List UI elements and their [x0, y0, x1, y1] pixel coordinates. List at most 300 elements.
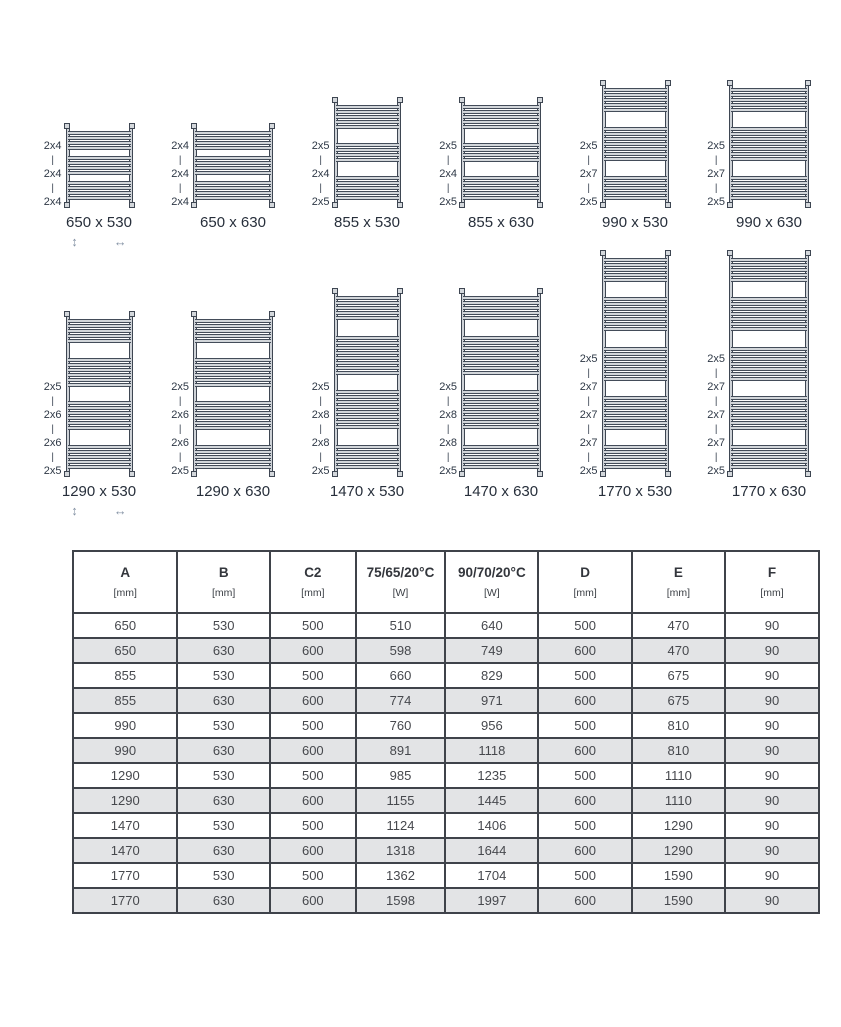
rung-bar [604, 372, 667, 376]
rung-groups [195, 131, 271, 200]
rung-bar [68, 319, 131, 323]
rung-bar [336, 191, 399, 195]
radiator-diagram-1770x530 [602, 251, 669, 476]
pipe-cap [459, 202, 465, 208]
pipe-cap [397, 97, 403, 103]
table-cell: 600 [270, 838, 356, 863]
table-cell: 1362 [356, 863, 446, 888]
towel-gap [604, 430, 667, 445]
group-separator: | [587, 396, 590, 407]
rung-bar [336, 105, 399, 109]
rung-bar [336, 181, 399, 185]
group-separator: | [319, 396, 322, 407]
size-label: 990 x 630 [736, 214, 802, 231]
rung-bar [463, 346, 539, 350]
rung-bar [604, 142, 667, 146]
group-labels [580, 352, 598, 479]
column-unit: [mm] [573, 587, 597, 599]
group-labels [707, 139, 725, 210]
group-separator: | [319, 155, 322, 166]
column-header-B [177, 551, 270, 613]
table-cell: 1118 [445, 738, 538, 763]
rung-bar [68, 166, 131, 170]
rung-group [336, 445, 399, 469]
rung-group [336, 105, 399, 129]
group-labels [580, 139, 598, 210]
rung-bar [463, 110, 539, 114]
table-row [73, 763, 819, 788]
towel-gap [336, 429, 399, 445]
rung-bar [68, 191, 131, 195]
table-cell: 600 [538, 638, 631, 663]
rung-bar [68, 136, 131, 140]
rung-bar [336, 366, 399, 370]
rung-bar [336, 455, 399, 459]
table-row [73, 788, 819, 813]
rung-bar [463, 105, 539, 109]
table-cell: 1470 [73, 813, 177, 838]
group-label: 2x5 [439, 140, 457, 152]
rung-bar [195, 401, 271, 405]
diagram-cell-1290x630 [166, 312, 300, 520]
group-label: 2x4 [439, 168, 457, 180]
pipe-cap [805, 80, 811, 86]
column-header-E [632, 551, 725, 613]
rung-bar [336, 400, 399, 404]
rung-bar [463, 301, 539, 305]
rung-bar [195, 136, 271, 140]
column-header-D [538, 551, 631, 613]
pipe-cap [805, 471, 811, 477]
rung-bar [336, 186, 399, 190]
rung-bar [604, 367, 667, 371]
table-cell: 749 [445, 638, 538, 663]
rung-group [336, 390, 399, 429]
radiator-diagram-1290x530 [66, 312, 133, 476]
pipe-cap [727, 80, 733, 86]
table-cell: 90 [725, 763, 819, 788]
rung-groups [336, 296, 399, 469]
group-labels [439, 139, 457, 210]
group-label: 2x8 [439, 409, 457, 421]
towel-gap [731, 282, 807, 297]
rung-bar [336, 196, 399, 200]
table-cell: 630 [177, 688, 270, 713]
rung-group [68, 181, 131, 200]
table-cell: 1470 [73, 838, 177, 863]
rung-group [195, 156, 271, 175]
size-label: 1470 x 630 [463, 483, 539, 500]
radiator-wrap [311, 289, 401, 477]
table-cell: 530 [177, 713, 270, 738]
table-cell: 1290 [73, 788, 177, 813]
table-cell: 90 [725, 838, 819, 863]
table-cell: 600 [270, 688, 356, 713]
pipe-cap [600, 202, 606, 208]
rung-group [604, 297, 667, 331]
column-name: 75/65/20°C [366, 565, 435, 580]
rung-bar [731, 396, 807, 400]
rung-bar [68, 131, 131, 135]
rung-bar [195, 363, 271, 367]
table-cell: 640 [445, 613, 538, 638]
rung-group [463, 296, 539, 320]
rung-group [604, 396, 667, 430]
group-separator: | [51, 183, 54, 194]
radiator-wrap [171, 312, 273, 477]
group-label: 2x5 [707, 196, 725, 208]
rung-group [68, 358, 131, 387]
rung-bar [463, 181, 539, 185]
rung-bar [195, 166, 271, 170]
rung-bar [336, 356, 399, 360]
group-label: 2x5 [579, 196, 598, 208]
pipe-cap [727, 202, 733, 208]
table-cell: 650 [73, 638, 177, 663]
rung-bar [68, 401, 131, 405]
towel-gap [604, 381, 667, 396]
rung-bar [463, 143, 539, 147]
rung-bar [731, 297, 807, 301]
rung-bar [68, 358, 131, 362]
pipe-cap [727, 471, 733, 477]
radiator-diagrams-section [0, 81, 841, 520]
table-cell: 90 [725, 788, 819, 813]
table-cell: 829 [445, 663, 538, 688]
pipe-cap [332, 288, 338, 294]
rung-bar [195, 181, 271, 185]
rung-bar [336, 336, 399, 340]
group-label: 2x7 [579, 437, 598, 449]
rung-bar [463, 420, 539, 424]
rung-bar [336, 311, 399, 315]
size-label: 1470 x 530 [329, 483, 405, 500]
rung-bar [604, 273, 667, 277]
rung-bar [731, 347, 807, 351]
width-arrow-icon: ↔ [113, 503, 127, 518]
pipe-cap [537, 288, 543, 294]
rung-bar [604, 401, 667, 405]
diagram-cell-990x530 [568, 81, 702, 251]
group-label: 2x4 [171, 168, 189, 180]
towel-gap [336, 320, 399, 336]
towel-gap [463, 320, 539, 336]
table-cell: 530 [177, 613, 270, 638]
table-cell: 675 [632, 688, 725, 713]
table-cell: 1406 [445, 813, 538, 838]
rung-group [604, 258, 667, 282]
rung-group [195, 445, 271, 469]
group-label: 2x5 [707, 353, 725, 365]
towel-gap [195, 387, 271, 402]
rung-bar [463, 191, 539, 195]
towel-gap [604, 161, 667, 176]
group-separator: | [178, 424, 182, 435]
table-cell: 500 [270, 613, 356, 638]
rung-bar [604, 127, 667, 131]
rung-bar [68, 324, 131, 328]
rung-bar [463, 115, 539, 119]
rung-bar [336, 390, 399, 394]
pipe-cap [191, 123, 197, 129]
rung-group [463, 143, 539, 162]
group-label: 2x7 [579, 409, 598, 421]
rung-bar [731, 401, 807, 405]
rung-bar [336, 410, 399, 414]
rung-bar [463, 176, 539, 180]
rung-bar [336, 445, 399, 449]
rung-bar [195, 465, 271, 469]
column-name: A [120, 565, 131, 580]
table-cell: 650 [73, 613, 177, 638]
table-cell: 630 [177, 638, 270, 663]
rung-bar [604, 322, 667, 326]
rung-bar [336, 301, 399, 305]
rung-bar [195, 378, 271, 382]
rung-bar [336, 415, 399, 419]
rung-group [336, 143, 399, 162]
rung-bar [604, 186, 667, 190]
table-cell: 1598 [356, 888, 446, 913]
group-separator: | [446, 424, 450, 435]
group-separator: | [587, 452, 590, 463]
diagram-cell-1770x630 [702, 251, 836, 520]
rung-bar [731, 450, 807, 454]
rung-bar [68, 329, 131, 333]
towel-gap [463, 162, 539, 176]
table-cell: 1290 [632, 838, 725, 863]
pipe-cap [805, 202, 811, 208]
rung-bar [463, 186, 539, 190]
group-label: 2x5 [171, 465, 189, 477]
rung-bar [68, 373, 131, 377]
rung-bar [604, 460, 667, 464]
table-cell: 971 [445, 688, 538, 713]
table-cell: 760 [356, 713, 446, 738]
rung-bar [731, 93, 807, 97]
towel-gap [195, 430, 271, 445]
table-cell: 500 [270, 763, 356, 788]
rung-bar [463, 296, 539, 300]
size-label: 1770 x 630 [731, 483, 807, 500]
rung-bar [463, 336, 539, 340]
pipe-cap [459, 471, 465, 477]
group-separator: | [587, 155, 590, 166]
table-cell: 630 [177, 838, 270, 863]
towel-gap [463, 375, 539, 391]
rung-bar [68, 161, 131, 165]
pipe-cap [805, 250, 811, 256]
radiator-diagram-855x530 [334, 98, 401, 207]
rung-bar [731, 132, 807, 136]
table-cell: 90 [725, 663, 819, 688]
pipe-cap [600, 80, 606, 86]
pipe-cap [64, 202, 70, 208]
group-label: 2x5 [439, 465, 457, 477]
table-cell: 90 [725, 738, 819, 763]
rung-bar [68, 378, 131, 382]
pipe-cap [129, 471, 135, 477]
rung-bar [336, 405, 399, 409]
table-cell: 990 [73, 713, 177, 738]
rung-bar [604, 362, 667, 366]
group-label: 2x7 [707, 381, 725, 393]
radiator-wrap [439, 289, 541, 477]
radiator-diagram-1470x530 [334, 289, 401, 476]
rung-group [604, 347, 667, 381]
table-cell: 985 [356, 763, 446, 788]
group-labels [44, 139, 62, 210]
group-label: 2x8 [311, 437, 330, 449]
group-label: 2x8 [439, 437, 457, 449]
size-label: 1290 x 530 [61, 483, 137, 500]
table-cell: 891 [356, 738, 446, 763]
group-label: 2x7 [707, 409, 725, 421]
group-separator: | [587, 424, 590, 435]
rung-bar [604, 93, 667, 97]
table-cell: 855 [73, 688, 177, 713]
rung-bar [604, 103, 667, 107]
rung-bar [604, 88, 667, 92]
size-label: 1770 x 530 [597, 483, 673, 500]
table-cell: 600 [270, 888, 356, 913]
rung-bar [195, 411, 271, 415]
rung-group [731, 396, 807, 430]
group-labels [312, 380, 330, 479]
table-cell: 500 [270, 863, 356, 888]
table-cell: 630 [177, 738, 270, 763]
table-cell: 90 [725, 813, 819, 838]
table-cell: 90 [725, 613, 819, 638]
group-label: 2x5 [707, 140, 725, 152]
rung-bar [463, 366, 539, 370]
radiator-diagram-1470x630 [461, 289, 541, 476]
rung-bar [68, 421, 131, 425]
table-cell: 1445 [445, 788, 538, 813]
radiator-wrap [43, 312, 133, 477]
rung-bar [604, 147, 667, 151]
column-unit: [mm] [301, 587, 325, 599]
dimension-arrows [71, 234, 127, 251]
rung-bar [604, 455, 667, 459]
radiator-wrap [707, 251, 809, 477]
rung-bar [731, 455, 807, 459]
rung-bar [68, 411, 131, 415]
rung-bar [463, 306, 539, 310]
rung-bar [68, 450, 131, 454]
group-separator: | [714, 183, 718, 194]
pipe-cap [269, 123, 275, 129]
table-cell: 1590 [632, 863, 725, 888]
rung-group [336, 296, 399, 320]
rung-bar [604, 98, 667, 102]
column-name: B [218, 565, 229, 580]
rung-bar [731, 137, 807, 141]
towel-gap [195, 343, 271, 358]
pipe-cap [397, 288, 403, 294]
table-cell: 1155 [356, 788, 446, 813]
radiator-diagram-990x530 [602, 81, 669, 207]
rung-bar [68, 156, 131, 160]
rung-bar [604, 352, 667, 356]
dimension-arrows [71, 503, 127, 520]
pipe-cap [537, 202, 543, 208]
rung-group [68, 401, 131, 430]
rung-bar [336, 351, 399, 355]
rung-groups [604, 88, 667, 200]
pipe-cap [665, 250, 671, 256]
pipe-cap [397, 202, 403, 208]
radiator-wrap [171, 124, 273, 208]
group-label: 2x7 [579, 168, 598, 180]
rung-bar [731, 372, 807, 376]
rung-bar [195, 450, 271, 454]
rung-bar [336, 450, 399, 454]
rung-bar [68, 465, 131, 469]
pipe-cap [269, 311, 275, 317]
group-separator: | [178, 183, 182, 194]
rung-bar [336, 395, 399, 399]
rung-bar [336, 346, 399, 350]
group-label: 2x4 [43, 196, 62, 208]
rung-bar [731, 317, 807, 321]
column-name: C2 [304, 565, 322, 580]
table-cell: 600 [270, 788, 356, 813]
group-labels [171, 139, 189, 210]
group-separator: | [51, 155, 54, 166]
table-cell: 675 [632, 663, 725, 688]
rung-bar [604, 347, 667, 351]
spec-table-body [73, 613, 819, 913]
rung-group [463, 390, 539, 429]
rung-group [68, 319, 131, 343]
pipe-cap [129, 311, 135, 317]
rung-bar [463, 410, 539, 414]
table-row [73, 813, 819, 838]
group-label: 2x4 [43, 140, 62, 152]
towel-gap [731, 430, 807, 445]
table-row [73, 638, 819, 663]
rung-group [195, 181, 271, 200]
rung-bar [604, 302, 667, 306]
rung-bar [604, 411, 667, 415]
rung-bar [336, 120, 399, 124]
rung-groups [336, 105, 399, 200]
table-cell: 774 [356, 688, 446, 713]
column-header-F [725, 551, 819, 613]
group-separator: | [319, 183, 322, 194]
radiator-wrap [707, 81, 809, 208]
rung-bar [463, 120, 539, 124]
rung-bar [731, 147, 807, 151]
rung-group [731, 347, 807, 381]
rung-bar [731, 367, 807, 371]
size-label: 650 x 630 [200, 214, 266, 231]
table-row [73, 738, 819, 763]
size-label: 855 x 530 [334, 214, 400, 231]
group-label: 2x6 [43, 437, 62, 449]
group-label: 2x7 [707, 437, 725, 449]
rung-bar [731, 258, 807, 262]
rung-bar [68, 196, 131, 200]
rung-bar [68, 460, 131, 464]
rung-bar [604, 357, 667, 361]
rung-bar [731, 142, 807, 146]
table-cell: 1770 [73, 863, 177, 888]
rung-bar [604, 191, 667, 195]
group-label: 2x4 [311, 168, 330, 180]
group-label: 2x5 [439, 381, 457, 393]
